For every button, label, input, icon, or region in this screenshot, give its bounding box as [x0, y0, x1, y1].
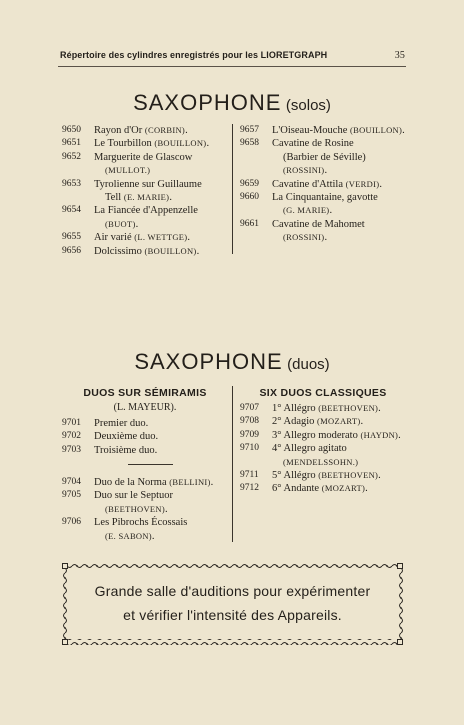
solos-right-column: [240, 124, 405, 245]
entry-title: [94, 430, 228, 443]
entry-line: Le Tourbillon (BOUILLON).: [94, 138, 210, 150]
catalog-entry: [62, 151, 232, 178]
entry-title: [94, 137, 232, 150]
catalog-entry: [240, 415, 406, 428]
entry-continuation: (ROSSINI).: [283, 232, 328, 244]
entry-line: Rayon d'Or (CORBIN).: [94, 125, 188, 136]
notice-text: [62, 579, 403, 627]
entry-title: [94, 245, 232, 258]
catalog-entry: [240, 469, 406, 482]
entry-title: [94, 476, 234, 489]
solos-title-sub: (solos): [285, 97, 331, 114]
entry-title: [94, 178, 232, 205]
entry-continuation: (MENDELSSOHN.): [283, 456, 359, 467]
duos-left-list-b: [62, 476, 234, 543]
notice-line-2: et vérifier l'intensité des Appareils.: [123, 607, 342, 623]
entry-continuation: (ROSSINI).: [283, 165, 328, 177]
catalog-entry: [240, 137, 405, 177]
entry-line: L'Oiseau-Mouche (BOUILLON).: [272, 125, 405, 136]
catalog-entry: [240, 442, 406, 469]
running-header: [60, 50, 405, 60]
cylinder-number: 9651: [62, 138, 81, 149]
cylinder-number: 9704: [62, 477, 81, 487]
header-rule: [58, 66, 406, 67]
entry-title: [94, 151, 232, 178]
catalog-entry: [62, 204, 232, 231]
cylinder-number: 9703: [62, 444, 81, 455]
entry-line: 3° Allegro moderato (HAYDN).: [272, 429, 401, 441]
entry-continuation: (Barbier de Séville): [283, 151, 366, 163]
entry-title: [94, 204, 232, 231]
entry-title: [272, 218, 405, 245]
solos-left-column: [62, 124, 232, 258]
entry-continuation: (MULLOT.): [105, 165, 151, 176]
duos-divider: [232, 386, 233, 542]
header-title: Répertoire des cylindres enregistrés pour les LIORETGRAPH: [60, 50, 328, 60]
cylinder-number: 9656: [62, 245, 81, 256]
entry-title: [272, 482, 406, 495]
entry-continuation: (BUOT).: [105, 218, 139, 230]
entry-title: [272, 429, 406, 442]
catalog-entry: [240, 218, 405, 245]
entry-line: La Fiancée d'Appenzelle: [94, 205, 198, 217]
cylinder-number: 9705: [62, 490, 81, 501]
entry-line: La Cinquantaine, gavotte: [272, 192, 378, 204]
cylinder-number: 9652: [62, 151, 81, 162]
cylinder-number: 9661: [240, 218, 259, 229]
entry-continuation: (BEETHOVEN).: [105, 503, 168, 515]
entry-line: 6° Andante (MOZART).: [272, 483, 368, 495]
entry-line: 2° Adagio (MOZART).: [272, 416, 364, 428]
cylinder-number: 9653: [62, 178, 81, 189]
cylinder-number: 9708: [240, 416, 259, 427]
catalog-entry: [62, 137, 232, 150]
duos-left-heading: DUOS SUR SÉMIRAMIS: [83, 387, 207, 399]
entry-line: 5° Allégro (BEETHOVEN).: [272, 470, 381, 482]
cylinder-number: 9658: [240, 138, 259, 149]
entry-title: [272, 415, 406, 428]
entry-line: Cavatine de Mahomet: [272, 218, 365, 230]
cylinder-number: 9659: [240, 178, 259, 189]
cylinder-number: 9701: [62, 418, 81, 428]
catalog-entry: [240, 191, 405, 218]
entry-line: Tyrolienne sur Guillaume: [94, 178, 202, 190]
entry-title: [272, 137, 405, 177]
entry-line: Premier duo.: [94, 418, 149, 429]
entry-continuation: (E. SABON).: [105, 530, 155, 542]
catalog-entry: [62, 178, 232, 205]
entry-title: [94, 231, 232, 244]
catalog-entry: [62, 489, 234, 516]
page-number: 35: [394, 50, 405, 61]
entry-title: [272, 124, 405, 137]
cylinder-number: 9654: [62, 205, 81, 216]
catalog-entry: [62, 516, 234, 543]
entry-line: 4° Allegro agitato: [272, 443, 347, 455]
catalog-entry: [240, 402, 406, 415]
entry-title: [272, 191, 405, 218]
entry-line: Cavatine de Rosine: [272, 138, 354, 150]
notice-box: [62, 563, 403, 645]
entry-line: Les Pibrochs Écossais: [94, 517, 188, 529]
duos-title-main: SAXOPHONE: [134, 349, 283, 374]
solos-title-main: SAXOPHONE: [133, 90, 282, 115]
cylinder-number: 9655: [62, 232, 81, 243]
entry-title: [272, 469, 406, 482]
entry-title: [94, 489, 234, 516]
cylinder-number: 9709: [240, 429, 259, 440]
catalog-entry: [62, 417, 228, 430]
catalog-entry: [62, 231, 232, 244]
entry-line: Duo de la Norma (BELLINI).: [94, 477, 214, 488]
solos-divider: [232, 124, 233, 254]
cylinder-number: 9712: [240, 483, 259, 494]
entry-line: 1° Allégro (BEETHOVEN).: [272, 403, 381, 414]
catalog-entry: [62, 430, 228, 443]
notice-line-1: Grande salle d'auditions pour expérimenter: [94, 583, 371, 599]
catalog-entry: [240, 178, 405, 191]
cylinder-number: 9650: [62, 125, 81, 135]
entry-line: Troisième duo.: [94, 444, 158, 456]
entry-line: Deuxième duo.: [94, 431, 159, 443]
entry-line: Duo sur le Septuor: [94, 490, 174, 502]
duos-left-list-a: [62, 417, 228, 457]
solos-title: [0, 90, 464, 116]
catalog-entry: [240, 429, 406, 442]
entry-continuation: (G. MARIE).: [283, 205, 333, 217]
catalog-entry: [240, 482, 406, 495]
cylinder-number: 9706: [62, 517, 81, 528]
catalog-entry: [240, 124, 405, 137]
duos-title: [0, 349, 464, 375]
catalog-entry: [62, 444, 228, 457]
entry-continuation: Tell (E. MARIE).: [105, 192, 172, 204]
entry-title: [94, 124, 232, 137]
entry-title: [272, 178, 405, 191]
cylinder-number: 9707: [240, 403, 259, 413]
cylinder-number: 9660: [240, 192, 259, 203]
cylinder-number: 9711: [240, 470, 259, 481]
catalog-entry: [62, 245, 232, 258]
duos-right-heading: SIX DUOS CLASSIQUES: [259, 387, 387, 399]
entry-title: [94, 444, 228, 457]
duos-separator: [128, 464, 173, 465]
cylinder-number: 9710: [240, 443, 259, 454]
entry-title: [272, 402, 406, 415]
entry-line: Cavatine d'Attila (VERDI).: [272, 178, 382, 190]
entry-line: Air varié (L. WETTGE).: [94, 232, 191, 244]
duos-title-sub: (duos): [287, 356, 330, 373]
duos-right-list: [240, 402, 406, 496]
catalog-entry: [62, 124, 232, 137]
cylinder-number: 9657: [240, 125, 259, 135]
entry-line: Dolcissimo (BOUILLON).: [94, 245, 200, 257]
entry-line: Marguerite de Glascow: [94, 151, 193, 163]
entry-title: [272, 442, 406, 469]
catalog-entry: [62, 476, 234, 489]
entry-title: [94, 516, 234, 543]
duos-left-subheading: (L. MAYEUR).: [113, 402, 177, 413]
cylinder-number: 9702: [62, 431, 81, 442]
entry-title: [94, 417, 228, 430]
